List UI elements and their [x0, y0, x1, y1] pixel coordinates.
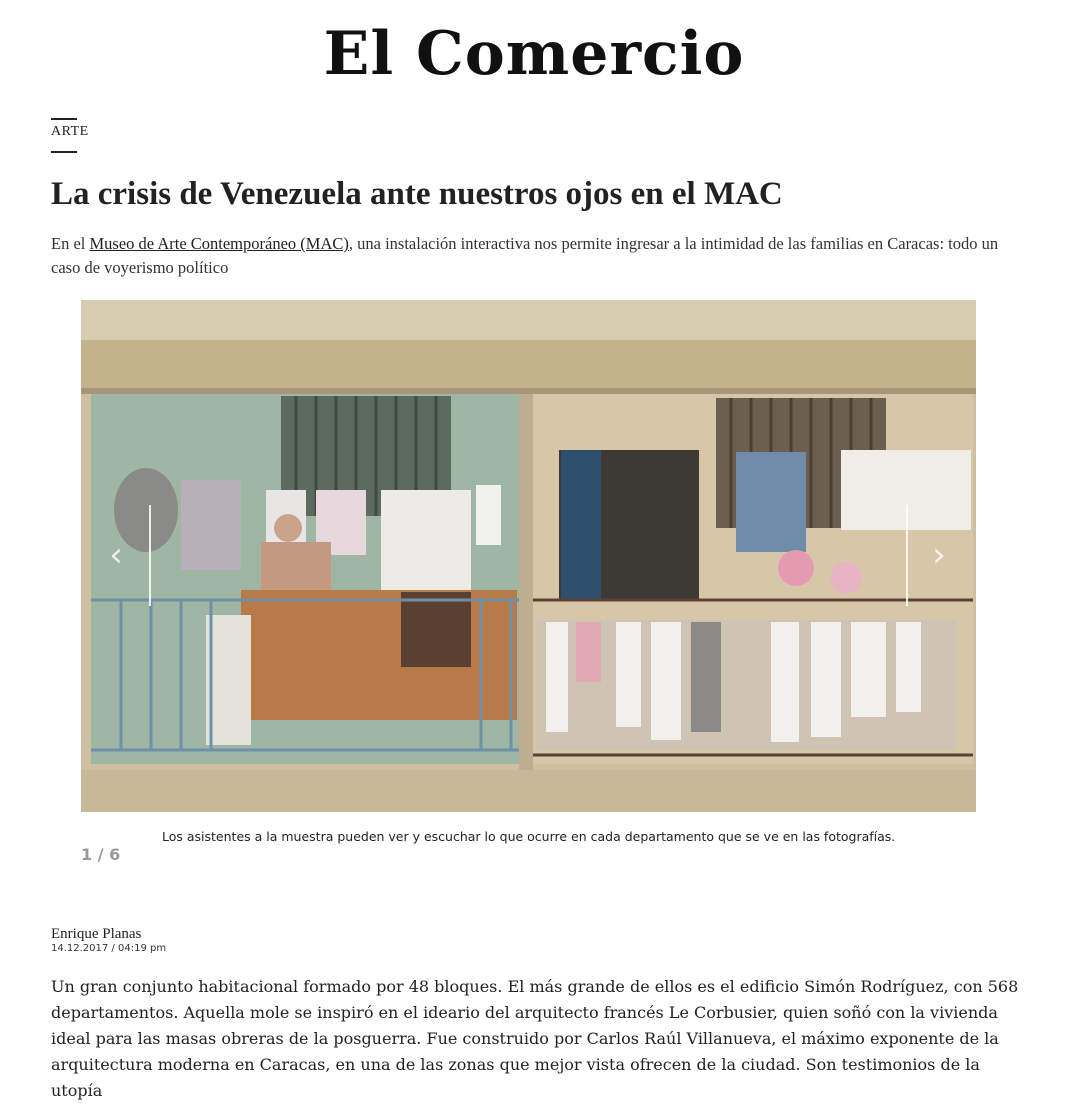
- gallery-next-divider: [906, 505, 908, 606]
- article-headline: La crisis de Venezuela ante nuestros ojos en el MAC: [51, 176, 783, 212]
- section-label[interactable]: ARTE: [51, 124, 89, 139]
- publish-date: 14.12.2017 / 04:19 pm: [51, 943, 167, 954]
- gallery-prev-divider: [149, 505, 151, 606]
- dek-suffix: , una instalación interactiva nos permite ingresar a la intimidad de las familias en Caracas: todo un caso de voyerismo político: [51, 234, 999, 277]
- chevron-left-icon[interactable]: ‹: [109, 535, 123, 575]
- photo-caption: Los asistentes a la muestra pueden ver y escuchar lo que ocurre en cada departamento que se ve en las fotografías.: [162, 829, 896, 844]
- site-logo[interactable]: El Comercio: [323, 19, 745, 89]
- chevron-right-icon[interactable]: ›: [932, 535, 946, 575]
- section-rule-bottom: [51, 151, 77, 153]
- dek-prefix: En el: [51, 234, 90, 253]
- photo-gallery[interactable]: [81, 300, 976, 812]
- museum-link[interactable]: Museo de Arte Contemporáneo (MAC): [89, 234, 349, 253]
- gallery-photo: [81, 300, 976, 812]
- article-dek: [51, 232, 1011, 280]
- author-name[interactable]: Enrique Planas: [51, 926, 142, 942]
- section-rule-top: [51, 118, 77, 120]
- article-body: Un gran conjunto habitacional formado por 48 bloques. El más grande de ellos es el edificio Simón Rodríguez, con 568 departamentos. Aquella mole se inspiró en el ideario del arquitecto francés Le Corbusier, quien soñó con la vivienda ideal para las masas obreras de la posguerra. Fue construido por Carlos Raúl Villanueva, el máximo exponente de la arquitectura moderna en Caracas, en una de las zonas que mejor vista ofrecen de la ciudad. Son testimonios de la utopía: [51, 977, 1019, 1100]
- gallery-counter: 1 / 6: [81, 845, 121, 864]
